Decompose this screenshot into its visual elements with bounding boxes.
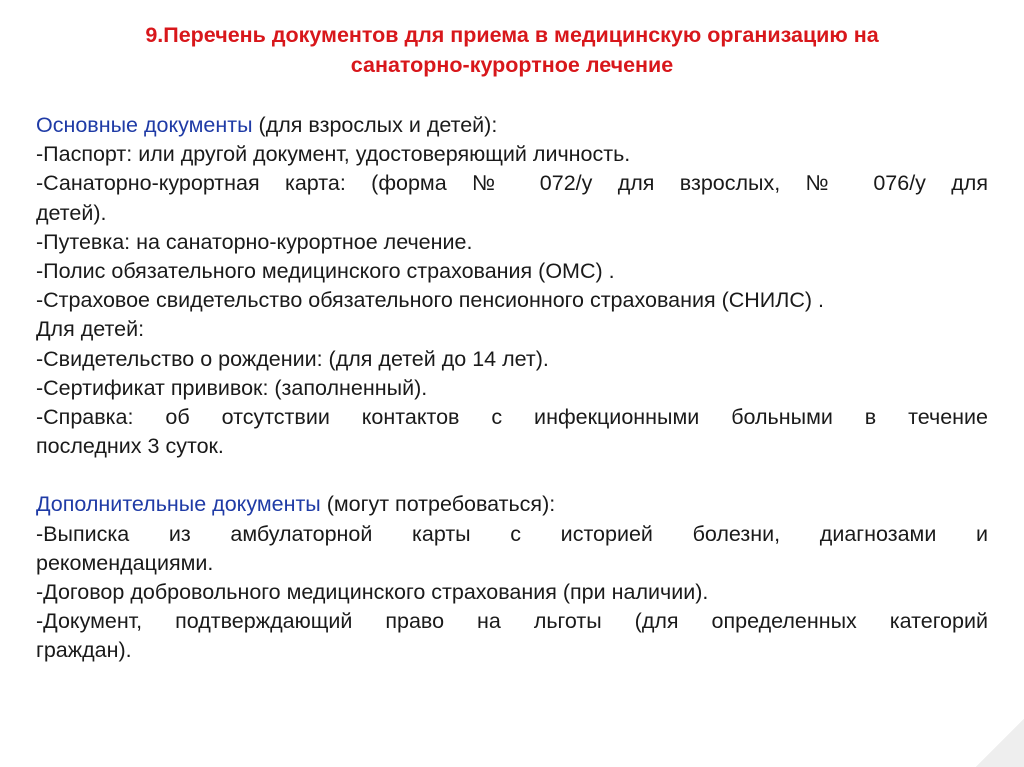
additional-section-heading: Дополнительные документы xyxy=(36,492,321,517)
page-corner-decoration xyxy=(976,719,1024,767)
main-section-header xyxy=(36,111,988,140)
list-item-vaccination-certificate: -Сертификат прививок: (заполненный). xyxy=(36,375,428,400)
list-item-benefits-document: -Документ, подтверждающий право на льготы (для определенных категорий xyxy=(36,609,988,634)
list-item-voucher: -Путевка: на санаторно-курортное лечение. xyxy=(36,229,473,254)
list-item-no-contact-certificate-cont: последних 3 суток. xyxy=(36,434,224,459)
list-item-outpatient-extract: -Выписка из амбулаторной карты с историей болезни, диагнозами и xyxy=(36,521,988,546)
list-item-oms-policy: -Полис обязательного медицинского страхования (ОМС) . xyxy=(36,259,615,284)
list-item-outpatient-extract-cont: рекомендациями. xyxy=(36,550,214,575)
main-section-heading: Основные документы xyxy=(36,113,253,137)
additional-section-header xyxy=(36,490,988,519)
slide-title-line-1: 9.Перечень документов для приема в медицинскую организацию на xyxy=(145,23,879,47)
slide-title-line-2: санаторно-курортное лечение xyxy=(350,53,674,77)
additional-section-heading-note: (могут потребоваться): xyxy=(326,492,556,517)
list-item-birth-certificate: -Свидетельство о рождении: (для детей до 14 лет). xyxy=(36,346,549,371)
list-item-passport: -Паспорт: или другой документ, удостоверяющий личность. xyxy=(36,142,631,167)
document-list xyxy=(36,111,988,666)
children-label: Для детей: xyxy=(36,317,145,342)
list-item-sanatorium-card: -Санаторно-курортная карта: (форма № 072/у для взрослых, № 076/у для xyxy=(36,171,988,196)
main-section-heading-note: (для взрослых и детей): xyxy=(258,113,498,137)
list-item-no-contact-certificate: -Справка: об отсутствии контактов с инфекционными больными в течение xyxy=(36,405,988,430)
list-item-snils: -Страховое свидетельство обязательного пенсионного страхования (СНИЛС) . xyxy=(36,288,824,313)
list-item-benefits-document-cont: граждан). xyxy=(36,638,132,663)
list-item-dms-contract: -Договор добровольного медицинского страхования (при наличии). xyxy=(36,580,709,605)
list-item-sanatorium-card-cont: детей). xyxy=(36,200,107,225)
slide-title xyxy=(60,20,964,80)
section-spacer xyxy=(36,461,988,490)
